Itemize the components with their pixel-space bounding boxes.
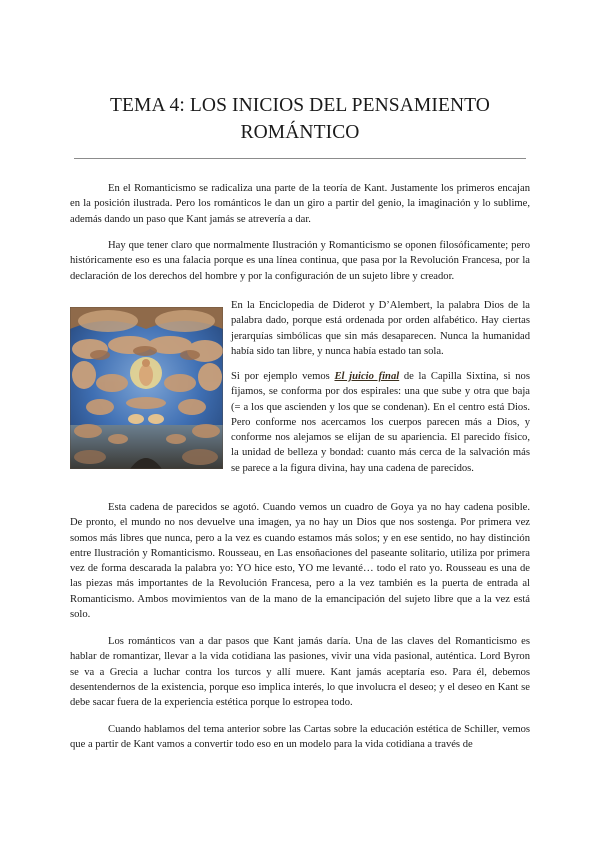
title-divider <box>74 158 526 159</box>
el-juicio-final-link[interactable]: El juicio final <box>334 371 400 382</box>
title-line-1: TEMA 4: LOS INICIOS DEL PENSAMIENTO <box>110 95 490 116</box>
paragraph-4 <box>231 369 530 476</box>
paragraph-2: Hay que tener claro que normalmente Ilustración y Romanticismo se oponen filosóficamente; pero históricamente eso es una falacia porque es una línea continua, que pasa por la Revolución Francesa, por la declaración de los derechos del hombre y por la configuración de un sujeto libre y creador. <box>70 240 530 282</box>
paragraph-7: Cuando hablamos del tema anterior sobre las Cartas sobre la educación estética de Schiller, vemos que a partir de Kant vamos a convertir todo eso en un modelo para la vida cotidiana a través de <box>70 724 530 751</box>
last-judgment-painting <box>70 307 223 469</box>
paragraph-6: Los románticos van a dar pasos que Kant jamás daría. Una de las claves del Romanticismo es hablar de romantizar, llevar a la vida cotidiana las pasiones, vivir una vida pasional, auténtica. Lord Byron se va a Grecia a luchar contra los turcos y allí muere. Kant jamás aceptaría eso. Para él, debemos desentendernos de la existencia, porque eso implica interés, lo que involucra el deseo; y el deseo en Kant se debe sacar fuera de la experiencia estética porque lo estropea todo. <box>70 636 530 709</box>
paragraph-4-start: Si por ejemplo vemos <box>231 371 335 382</box>
page-title <box>60 92 540 146</box>
paragraph-1: En el Romanticismo se radicaliza una parte de la teoría de Kant. Justamente los primeros encajan en la posición ilustrada. Pero los románticos le dan un giro a partir del genio, la imaginación y lo sublime, además dando un paso que Kant jamás se atrevería a dar. <box>70 183 530 225</box>
fresco-image <box>70 307 223 469</box>
title-line-2: ROMÁNTICO <box>240 122 360 143</box>
paragraph-3: En la Enciclopedia de Diderot y D’Alembert, la palabra Dios de la palabra dado, porque está ordenada por orden alfabético. Hay ciertas jerarquías simbólicas que sin más desaparecen. Nunca la humanidad había sido tan libre, y nunca había estado tan sola. <box>231 300 530 357</box>
paragraph-4-end: de la Capilla Sixtina, si nos fijamos, se conforma por dos espirales: una que sube y otra que baja (= a los que ascienden y los que se condenan). En el centro está Dios. Pero conforme nos acercamos los cuerpos parecen más a Dios, y conforme nos alejamos se elijan de su apariencia. El parecido físico, la unidad de belleza y bondad: cuanto más cerca de la salvación más se parece a la figura divina, hay una cadena de parecidos. <box>231 371 530 474</box>
paragraph-5: Esta cadena de parecidos se agotó. Cuando vemos un cuadro de Goya ya no hay cadena posible. De pronto, el mundo no nos devuelve una imagen, ya no hay un Dios que nos sostenga. Por primera vez somos más libres que nunca, pero a la vez es cuando estamos más solos; y en ese sentido, no hay distinción entre Ilustración y Romanticismo. Rousseau, en Las ensoñaciones del paseante solitario, utiliza por primera vez de forma descarada la palabra yo: YO hice esto, YO me levanté… todo el rato yo. Rousseau es una de las piezas más importantes de la Revolución Francesa, pero a la vez también es la puerta de entrada al Romanticismo. Ambos movimientos van de la mano de la emancipación del sujeto libre que a la vez está solo. <box>70 502 530 621</box>
